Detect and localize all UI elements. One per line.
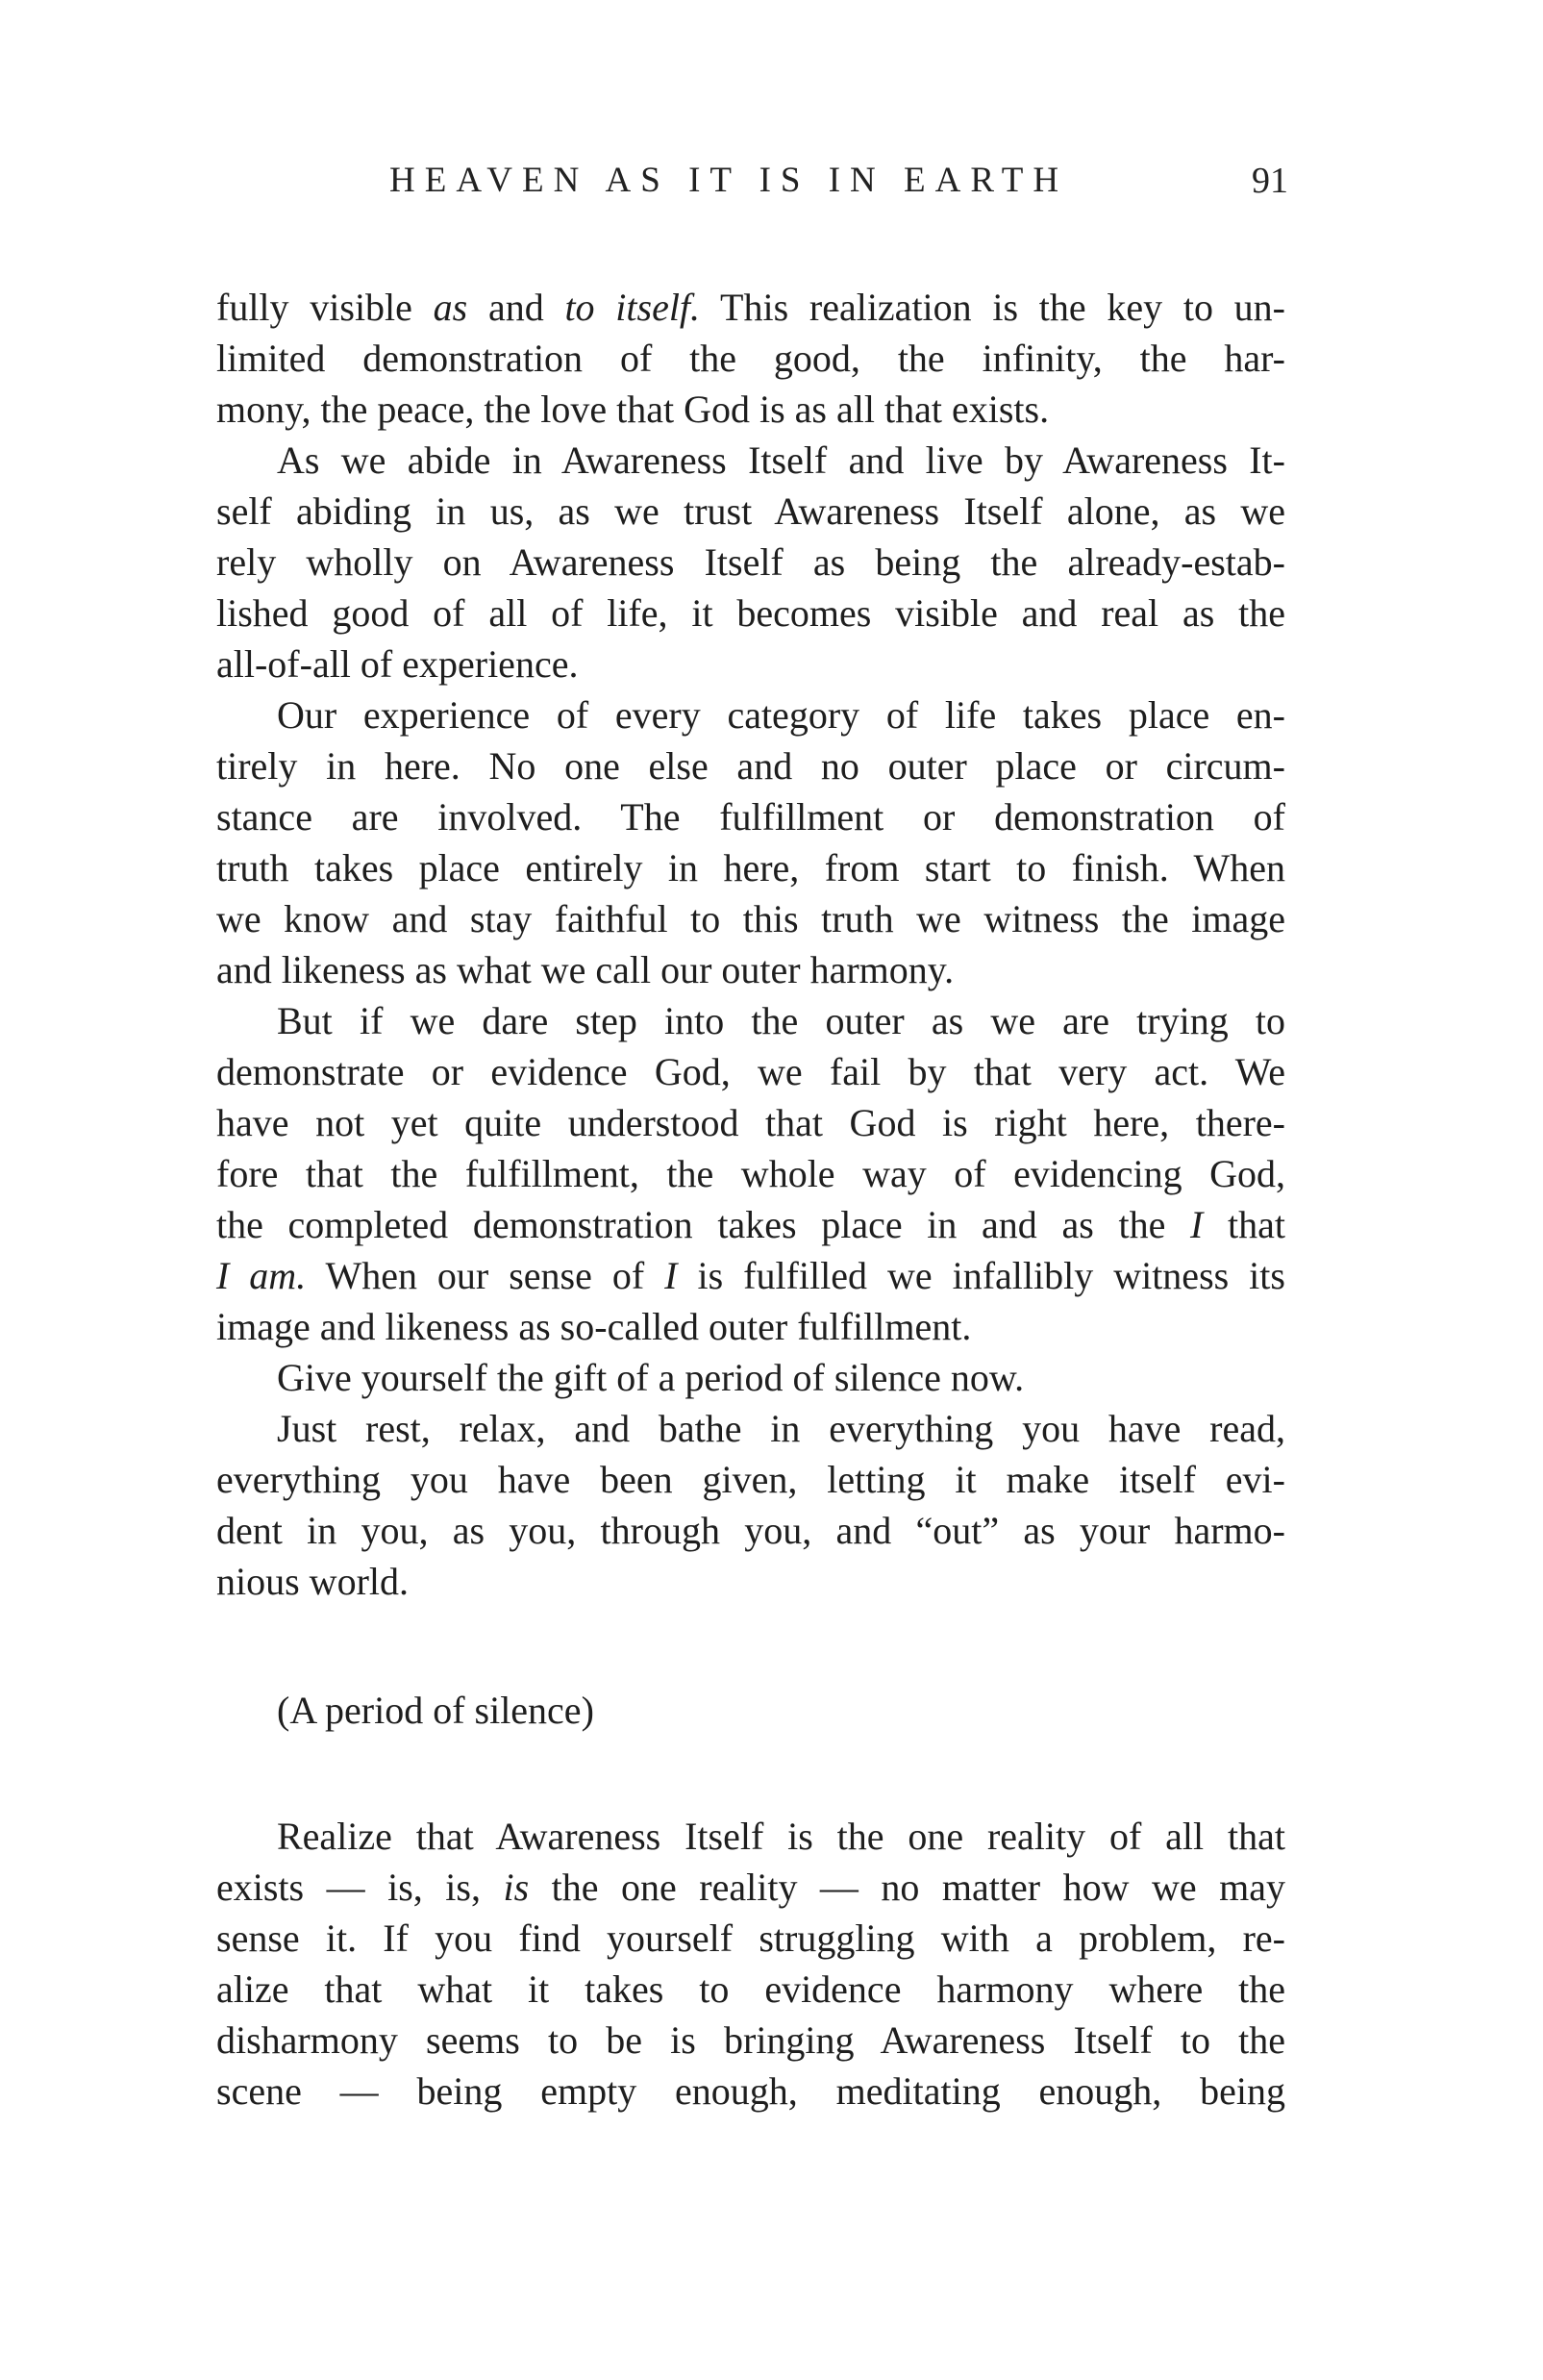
text-line: sense it. If you find yourself struggling with a problem, re- — [216, 1917, 1285, 1960]
text-line — [216, 1250, 1285, 1301]
text-line: As we abide in Awareness Itself and live by Awareness It- — [277, 438, 1285, 482]
text-line: dent in you, as you, through you, and “out” as your harmo- — [216, 1509, 1285, 1552]
text-line: everything you have been given, letting it make itself evi- — [216, 1458, 1285, 1501]
text-span: When our sense of — [306, 1254, 665, 1297]
text-line: Our experience of every category of life takes place en- — [277, 693, 1285, 737]
italic-span: I — [664, 1254, 678, 1297]
text-span: exists — is, is, — [216, 1866, 504, 1909]
text-line: have not yet quite understood that God is right here, there- — [216, 1101, 1285, 1144]
text-line: image and likeness as so-called outer fulfillment. — [216, 1305, 972, 1348]
text-span: the one reality — no matter how we may — [529, 1866, 1285, 1909]
text-span: that — [1203, 1203, 1285, 1246]
text-line: we know and stay faithful to this truth we witness the image — [216, 897, 1285, 940]
text-line: Give yourself the gift of a period of silence now. — [277, 1356, 1025, 1399]
text-line: and likeness as what we call our outer harmony. — [216, 948, 955, 991]
running-head-title: HEAVEN AS IT IS IN EARTH — [389, 161, 1069, 200]
page-number: 91 — [1252, 161, 1288, 201]
text-line: nious world. — [216, 1560, 409, 1603]
text-line — [216, 1199, 1285, 1250]
text-line: Realize that Awareness Itself is the one reality of all that — [277, 1815, 1285, 1858]
text-line: disharmony seems to be is bringing Awareness Itself to the — [216, 2018, 1285, 2062]
text-span: is fulfilled we infallibly witness its — [677, 1254, 1285, 1297]
italic-span: as — [433, 286, 468, 329]
text-line — [216, 1862, 1285, 1913]
text-span: and — [467, 286, 565, 329]
text-line: lished good of all of life, it becomes visible and real as the — [216, 591, 1285, 635]
text-line: tirely in here. No one else and no outer place or circum- — [216, 744, 1285, 788]
italic-span: I am. — [216, 1254, 307, 1297]
text-line: demonstrate or evidence God, we fail by that very act. We — [216, 1050, 1285, 1093]
text-line: rely wholly on Awareness Itself as being the already-estab- — [216, 540, 1285, 584]
text-line: self abiding in us, as we trust Awareness Itself alone, as we — [216, 489, 1285, 533]
text-line: limited demonstration of the good, the infinity, the har- — [216, 337, 1285, 380]
italic-span: is — [503, 1866, 530, 1909]
text-line: stance are involved. The fulfillment or demonstration of — [216, 795, 1285, 839]
text-line: alize that what it takes to evidence harmony where the — [216, 1967, 1285, 2011]
italic-span: I — [1190, 1203, 1204, 1246]
silence-marker: (A period of silence) — [277, 1689, 594, 1732]
italic-span: to itself. — [564, 286, 701, 329]
text-line — [216, 282, 1285, 333]
text-span: the completed demonstration takes place in and as the — [216, 1203, 1191, 1246]
text-line: Just rest, relax, and bathe in everything you have read, — [277, 1407, 1285, 1450]
text-line: But if we dare step into the outer as we are trying to — [277, 999, 1285, 1042]
text-line: truth takes place entirely in here, from start to finish. When — [216, 846, 1285, 889]
text-line: mony, the peace, the love that God is as all that exists. — [216, 388, 1050, 431]
text-line: all-of-all of experience. — [216, 642, 579, 686]
text-span: fully visible — [216, 286, 434, 329]
text-span: This realization is the key to un- — [700, 286, 1285, 329]
text-line: fore that the fulfillment, the whole way of evidencing God, — [216, 1152, 1285, 1195]
text-line: scene — being empty enough, meditating enough, being — [216, 2069, 1285, 2113]
